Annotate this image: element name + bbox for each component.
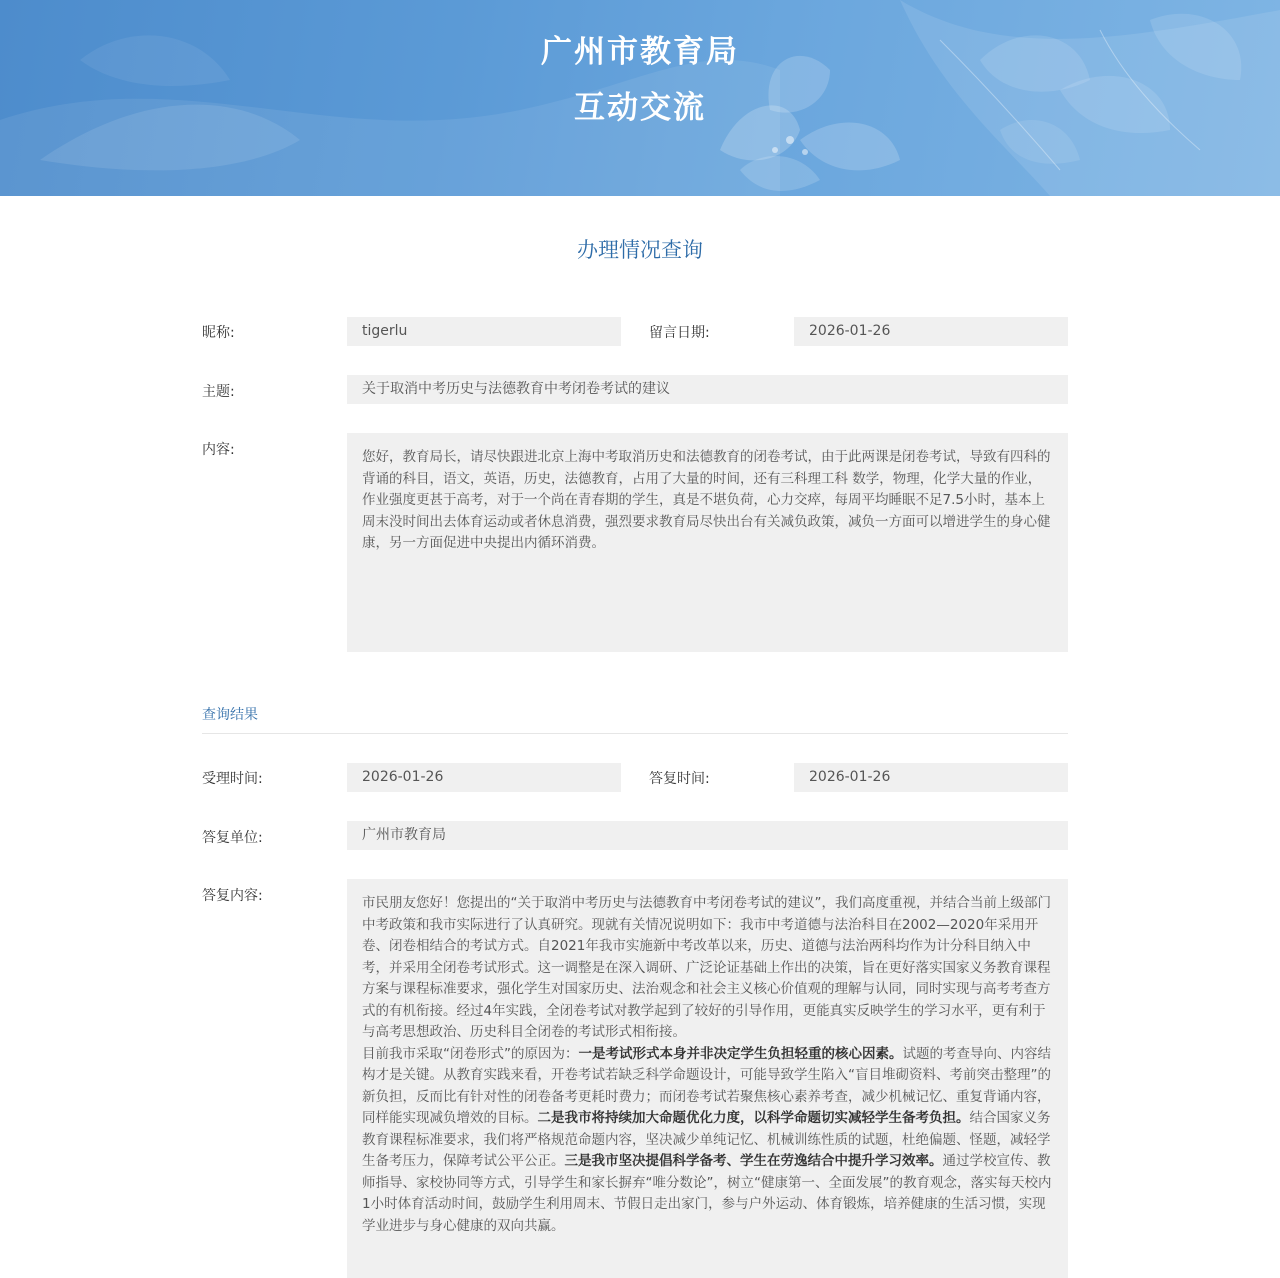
reply-point-2: 二是我市将持续加大命题优化力度，以科学命题切实减轻学生备考负担。	[537, 1110, 970, 1126]
content-label: 内容:	[202, 442, 235, 458]
reply-time-field: 2026-01-26	[794, 763, 1068, 792]
reply-content-field	[347, 879, 1068, 1278]
reply-time-label: 答复时间:	[649, 771, 710, 787]
subject-field: 关于取消中考历史与法德教育中考闭卷考试的建议	[347, 375, 1068, 404]
banner-title-org: 广州市教育局	[541, 34, 739, 70]
nickname-field: tigerlu	[347, 317, 621, 346]
page-title: 办理情况查询	[577, 238, 703, 262]
content-field	[347, 433, 1068, 652]
reply-point-3: 三是我市坚决提倡科学备考、学生在劳逸结合中提升学习效率。	[564, 1153, 943, 1169]
reply-paragraph-2	[362, 1044, 1053, 1238]
reply-unit-label: 答复单位:	[202, 830, 263, 846]
reply-unit-field: 广州市教育局	[347, 821, 1068, 850]
content-text: 您好，教育局长，请尽快跟进北京上海中考取消历史和法德教育的闭卷考试，由于此两课是闭卷考试，导致有四科的背诵的科目，语文，英语，历史，法德教育，占用了大量的时间，还有三科理工科 数学，物理，化学大量的作业，作业强度更甚于高考，对于一个尚在青春期的学生，真是不堪负荷，心力交瘁，每周平均睡眠不足7.5小时，基本上周末没时间出去体育运动或者休息消费，强烈要求教育局尽快出台有关减负政策，减负一方面可以增进学生的身心健康，另一方面促进中央提出内循环消费。	[362, 449, 1051, 551]
banner-title-section: 互动交流	[574, 90, 706, 126]
reply-text-point-3: 通过学校宣传、教师指导、家校协同等方式，引导学生和家长摒弃“唯分数论”，树立“健康第一、全面发展”的教育观念，落实每天校内1小时体育活动时间，鼓励学生利用周末、节假日走出家门，参与户外运动、体育锻炼，培养健康的生活习惯，实现学业进步与身心健康的双向共赢。	[362, 1153, 1052, 1234]
result-section-title: 查询结果	[202, 707, 258, 723]
section-divider	[202, 733, 1068, 734]
reply-point-1: 一是考试形式本身并非决定学生负担轻重的核心因素。	[578, 1045, 903, 1062]
subject-label: 主题:	[202, 384, 235, 400]
nickname-label: 昵称:	[202, 325, 235, 341]
accept-time-field: 2026-01-26	[347, 763, 621, 792]
message-date-label: 留言日期:	[649, 325, 710, 341]
reply-text-point-1: 试题的考查导向、内容结构才是关键。从教育实践来看，开卷考试若缺乏科学命题设计，可能导致学生陷入“盲目堆砌资料、考前突击整理”的新负担，反而比有针对性的闭卷备考更耗时费力；而闭卷考试若聚焦核心素养考查，减少机械记忆、重复背诵内容，同样能实现减负增效的目标。	[362, 1045, 1051, 1126]
reply-paragraph-1: 市民朋友您好！您提出的“关于取消中考历史与法德教育中考闭卷考试的建议”，我们高度重视，并结合当前上级部门中考政策和我市实际进行了认真研究。现就有关情况说明如下：我市中考道德与法治科目在2002—2020年采用开卷、闭卷相结合的考试方式。自2021年我市实施新中考改革以来，历史、道德与法治两科均作为计分科目纳入中考，并采用全闭卷考试形式。这一调整是在深入调研、广泛论证基础上作出的决策，旨在更好落实国家义务教育课程方案与课程标准要求，强化学生对国家历史、法治观念和社会主义核心价值观的理解与认同，同时实现与高考考查方式的有机衔接。经过4年实践，全闭卷考试对教学起到了较好的引导作用，更能真实反映学生的学习水平，更有利于与高考思想政治、历史科目全闭卷的考试形式相衔接。	[362, 895, 1051, 1040]
message-date-field: 2026-01-26	[794, 317, 1068, 346]
reply-text-point-2: 结合国家义务教育课程标准要求，我们将严格规范命题内容，坚决减少单纯记忆、机械训练性质的试题，杜绝偏题、怪题，减轻学生备考压力，保障考试公平公正。	[362, 1110, 1051, 1169]
reply-content-label: 答复内容:	[202, 888, 263, 904]
accept-time-label: 受理时间:	[202, 771, 263, 787]
header-banner	[0, 0, 1280, 196]
reply-text-intro: 目前我市采取“闭卷形式”的原因为：	[362, 1045, 579, 1062]
